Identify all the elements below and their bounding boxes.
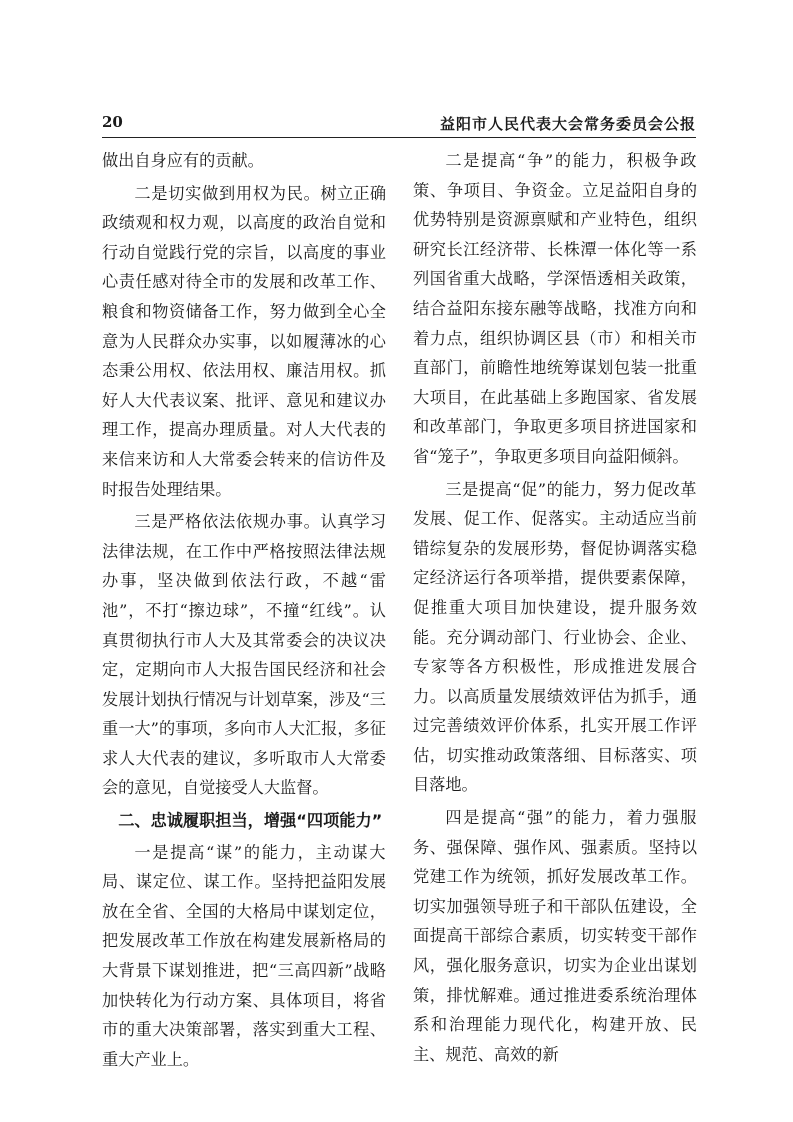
paragraph-promote-ability [413, 475, 697, 801]
paragraph-body: 主动适应当前错综复杂的发展形势，督促协调落实稳定经济运行各项举措，提供要素保障，促推重大项目加快建设，提升服务效能。充分调动部门、行业协会、企业、专家等各方积极性，形成推进发展合力。以高质量发展绩效评估为抓手，通过完善绩效评价体系，扎实开展工作评估，切实推动政策落细、目标落实、项目落地。 [413, 509, 698, 795]
journal-title: 益阳市人民代表大会常务委员会公报 [439, 115, 696, 133]
paragraph-lead: 三是提高“促”的能力，努力促改革发展、促工作、促落实。 [413, 479, 697, 529]
continued-paragraph: 做出自身应有的贡献。 [102, 151, 264, 170]
paragraph-planning-ability [102, 838, 386, 1075]
paragraph-body: 认真学习法律法规，在工作中严格按照法律法规办事，坚决做到依法行政，不越“雷池”，不打“擦边球”，不撞“红线”。认真贯彻执行市人大及其常委会的决议决定，定期向市人大报告国民经济和社会发展计划执行情况与计划草案，涉及“三重一大”的事项，多向市人大汇报，多征求人大代表的建议，多听取市人大常委会的意见，自觉接受人大监督。 [102, 512, 387, 798]
paragraph-body: 立足益阳自身的优势特别是资源禀赋和产业特色，组织研究长江经济带、长株潭一体化等一系列国省重大战略，学深悟透相关政策，结合益阳东接东融等战略，找准方向和着力点，组织协调区县（市）和相关市直部门，前瞻性地统筹谋划包装一批重大项目，在此基础上多跑国家、省发展和改革部门，争取更多项目挤进国家和省“笼子”，争取更多项目向益阳倾斜。 [413, 180, 698, 466]
paragraph-body: 树立正确政绩观和权力观，以高度的政治自觉和行动自觉践行党的宗旨，以高度的事业心责任感对待全市的发展和改革工作、粮食和物资储备工作，努力做到全心全意为人民群众办实事，以如履薄冰的心态秉公用权、依法用权、廉洁用权。抓好人大代表议案、批评、意见和建议办理工作，提高办理质量。对人大代表的来信来访和人大常委会转来的信访件及时报告处理结果。 [102, 183, 387, 499]
paragraph-lead: 一是提高“谋”的能力，主动谋大局、谋定位、谋工作。 [102, 842, 386, 892]
paragraph-lead: 三是严格依法依规办事。 [134, 512, 321, 532]
right-column [413, 146, 697, 1072]
paragraph-strengthen-ability [413, 803, 697, 1069]
paragraph-act-by-law [102, 507, 386, 803]
paragraph-lead: 二是切实做到用权为民。 [134, 183, 321, 203]
paragraph-use-power-for-people [102, 179, 386, 505]
paragraph-lead: 四是提高“强”的能力，着力强服务、强保障、强作风、强素质。 [413, 808, 697, 857]
paragraph-body: 坚持以党建工作为统领，抓好发展改革工作。切实加强领导班子和干部队伍建设，全面提高干部综合素质，切实转变干部作风，强化服务意识，切实为企业出谋划策，排忧解难。通过推进委系统治理体系和治理能力现代化，构建开放、民主、规范、高效的新 [413, 837, 698, 1064]
left-column [102, 146, 386, 1077]
paragraph-lead: 二是提高“争”的能力，积极争政策、争项目、争资金。 [413, 151, 697, 200]
section-heading: 二、忠诚履职担当，增强“四项能力” [118, 811, 383, 831]
page-header [102, 113, 696, 135]
paragraph-body: 坚持把益阳发展放在全省、全国的大格局中谋划定位，把发展改革工作放在构建发展新格局的大背景下谋划推进，把“三高四新”战略加快转化为行动方案、具体项目，将省市的重大决策部署，落实到重大工程、重大产业上。 [102, 872, 387, 1069]
page-number: 20 [102, 113, 123, 131]
header-rule [102, 137, 696, 138]
paragraph-compete-ability [413, 146, 697, 472]
